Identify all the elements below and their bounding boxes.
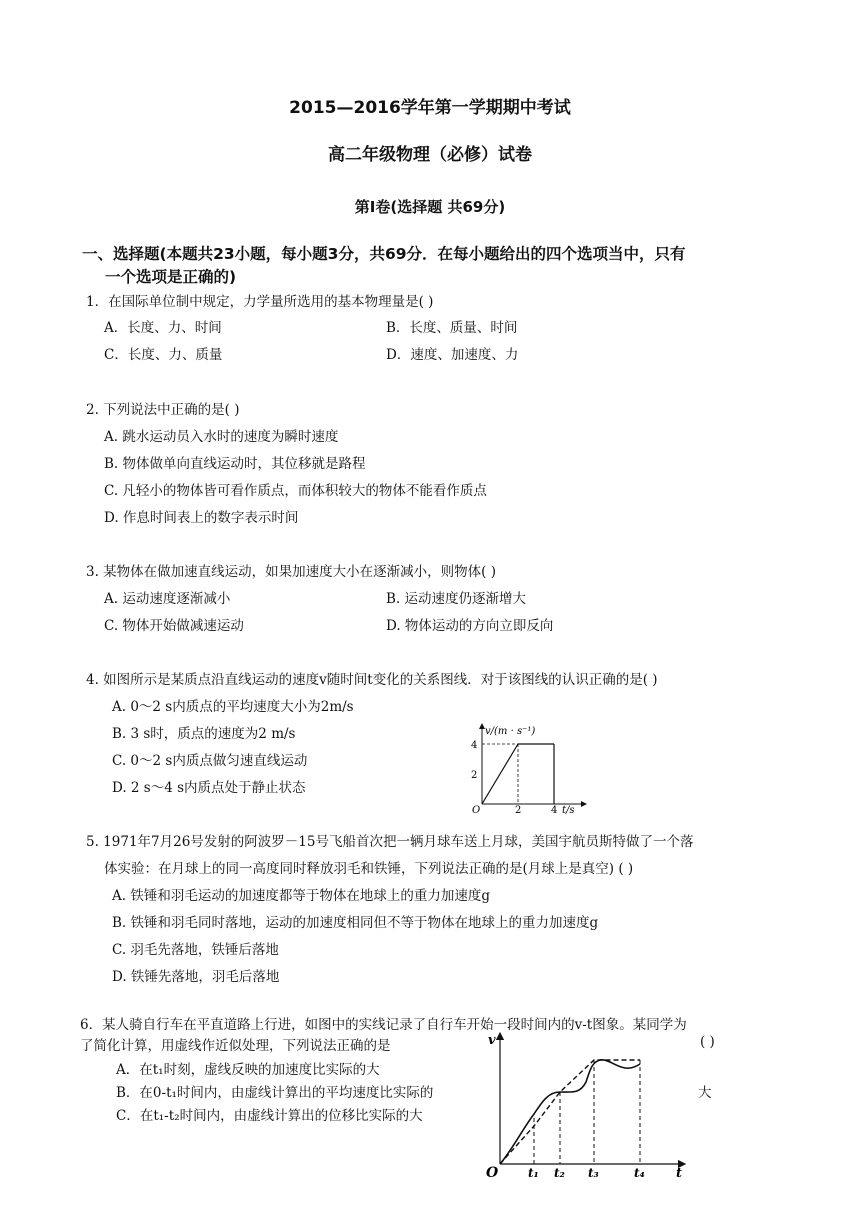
question-6-stem-line1: 6．某人骑自行车在平直道路上行进，如图中的实线记录了自行车开始一段时间内的v-t图象。某同学为: [80, 1017, 687, 1033]
section-heading-line2: 一个选项是正确的): [105, 268, 237, 286]
graph4-xtick-4: 4: [551, 805, 558, 814]
question-1-option-b: B．长度、质量、时间: [386, 320, 518, 336]
graph4-ytick-4: 4: [471, 740, 478, 751]
exam-title: 2015—2016学年第一学期期中考试: [289, 98, 571, 118]
question-4-option-d: D. 2 s～4 s内质点处于静止状态: [112, 780, 306, 796]
question-4-option-a: A. 0～2 s内质点的平均速度大小为2m/s: [112, 699, 354, 715]
question-2-stem: 2. 下列说法中正确的是( ): [86, 402, 240, 418]
question-6-option-a: A．在t₁时刻，虚线反映的加速度比实际的大: [116, 1062, 380, 1078]
question-1-stem: 1．在国际单位制中规定，力学量所选用的基本物理量是( ): [86, 294, 434, 310]
question-1-option-d: D．速度、加速度、力: [386, 347, 519, 363]
graph6-tick-t3: t₃: [588, 1166, 599, 1180]
question-6-option-b: B．在0-t₁时间内，由虚线计算出的平均速度比实际的: [116, 1085, 434, 1101]
question-6-stem-line2: 了简化计算，用虚线作近似处理，下列说法正确的是: [80, 1038, 391, 1054]
question-1-option-a: A．长度、力、时间: [104, 320, 222, 336]
exam-subtitle: 高二年级物理（必修）试卷: [328, 145, 532, 165]
question-5-option-d: D. 铁锤先落地，羽毛后落地: [112, 969, 280, 985]
question-6-option-b-tail: 大: [698, 1085, 712, 1101]
question-4-option-c: C. 0～2 s内质点做匀速直线运动: [112, 753, 308, 769]
question-4-option-b: B. 3 s时，质点的速度为2 m/s: [112, 726, 296, 742]
graph4-xlabel: t/s: [562, 805, 575, 814]
question-5-stem-line2: 体实验：在月球上的同一高度同时释放羽毛和铁锤，下列说法正确的是(月球上是真空) ( ): [104, 861, 634, 877]
graph4-xtick-2: 2: [515, 805, 522, 814]
question-4-stem: 4. 如图所示是某质点沿直线运动的速度v随时间t变化的关系图线．对于该图线的认识正确的是( ): [86, 672, 658, 688]
question-5-option-b: B. 铁锤和羽毛同时落地，运动的加速度相同但不等于物体在地球上的重力加速度g: [112, 915, 599, 931]
graph4-ytick-2: 2: [471, 770, 478, 781]
graph4-origin: O: [472, 805, 481, 814]
graph6-actual-curve: [500, 1060, 640, 1164]
question-3-stem: 3. 某物体在做加速直线运动，如果加速度大小在逐渐减小，则物体( ): [86, 564, 496, 580]
question-3-option-c: C. 物体开始做减速运动: [104, 618, 244, 634]
graph6-dashed-approx: [500, 1060, 640, 1164]
graph4-ylabel: v/(m · s⁻¹): [485, 726, 536, 737]
section-heading-line1: 一、选择题(本题共23小题，每小题3分，共69分．在每小题给出的四个选项当中，只有: [82, 245, 686, 263]
question-5-stem-line1: 5. 1971年7月26号发射的阿波罗－15号飞船首次把一辆月球车送上月球，美国宇航员斯特做了一个落: [86, 834, 694, 850]
part-heading: 第Ⅰ卷(选择题 共69分): [354, 198, 506, 216]
graph6-tick-t2: t₂: [554, 1166, 565, 1180]
question-2-option-c: C. 凡轻小的物体皆可看作质点，而体积较大的物体不能看作质点: [104, 483, 487, 499]
graph6-ylabel: v: [488, 1033, 496, 1048]
question-2-option-b: B. 物体做单向直线运动时，其位移就是路程: [104, 456, 366, 472]
question-2-option-d: D. 作息时间表上的数字表示时间: [104, 510, 299, 526]
question-5-option-c: C. 羽毛先落地，铁锤后落地: [112, 942, 279, 958]
question-5-option-a: A. 铁锤和羽毛运动的加速度都等于物体在地球上的重力加速度g: [112, 888, 490, 904]
question-6-option-c: C．在t₁-t₂时间内，由虚线计算出的位移比实际的大: [116, 1108, 423, 1124]
graph6-tick-t4: t₄: [634, 1166, 645, 1180]
graph6-tick-t1: t₁: [528, 1166, 539, 1180]
question-1-option-c: C．长度、力、质量: [104, 347, 223, 363]
question-4-vt-graph: [460, 722, 590, 814]
graph6-xlabel: t: [676, 1166, 683, 1180]
question-6-answer-paren: ( ): [700, 1034, 715, 1050]
question-3-option-b: B. 运动速度仍逐渐增大: [386, 591, 527, 607]
graph6-origin: O: [486, 1165, 499, 1180]
graph4-rising-line: [482, 744, 518, 804]
question-3-option-a: A. 运动速度逐渐减小: [104, 591, 231, 607]
question-2-option-a: A. 跳水运动员入水时的速度为瞬时速度: [104, 429, 339, 445]
question-6-vt-graph: [482, 1030, 694, 1180]
question-3-option-d: D. 物体运动的方向立即反向: [386, 618, 554, 634]
